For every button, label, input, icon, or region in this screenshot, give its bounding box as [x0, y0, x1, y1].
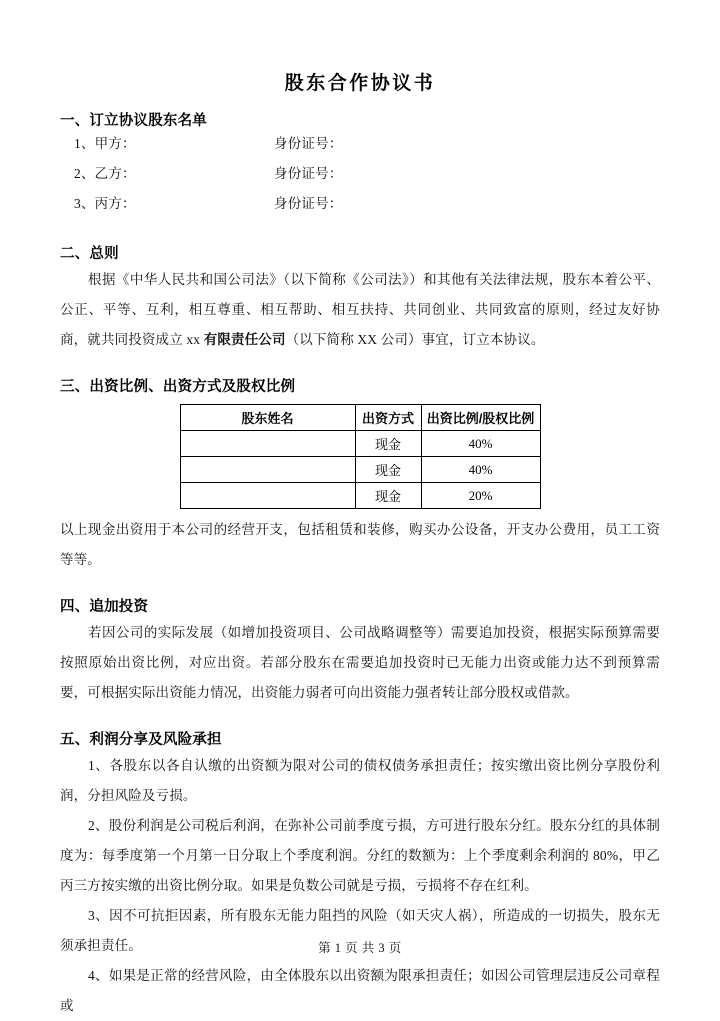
equity-table — [180, 404, 541, 509]
cell-shareholder-name — [180, 431, 355, 457]
table-row — [180, 457, 540, 483]
cell-contribution-method: 现金 — [355, 431, 421, 457]
section-5-item-2: 2、股份利润是公司税后利润，在弥补公司前季度亏损，方可进行股东分红。股东分红的具体制度为：每季度第一个月第一日分取上个季度利润。分红的数额为：上个季度剩余利润的 80%，甲乙丙三方按实缴的出资比例分取。如果是负数公司就是亏损，亏损将不存在红利。 — [60, 818, 660, 893]
section-heading-1: 一、订立协议股东名单 — [60, 113, 207, 129]
section-heading-4: 四、追加投资 — [60, 599, 149, 615]
party-id-label: 身份证号： — [274, 136, 343, 151]
party-label: 1、甲方： — [74, 136, 136, 151]
cell-contribution-ratio: 40% — [421, 457, 540, 483]
table-header-shareholder-name: 股东姓名 — [180, 405, 355, 431]
section-3-note: 以上现金出资用于本公司的经营开支，包括租赁和装修，购买办公设备，开支办公费用，员工工资等等。 — [60, 522, 660, 567]
cell-contribution-ratio: 20% — [421, 483, 540, 509]
party-id-label: 身份证号： — [274, 166, 343, 181]
section-heading-5: 五、利润分享及风险承担 — [60, 732, 222, 748]
section-2-paragraph-part2: （以下简称 XX 公司）事宜，订立本协议。 — [285, 332, 545, 347]
cell-contribution-method: 现金 — [355, 457, 421, 483]
table-header-row — [180, 405, 540, 431]
table-header-contribution-method: 出资方式 — [355, 405, 421, 431]
party-id-label: 身份证号： — [274, 196, 343, 211]
section-2-paragraph-bold: 有限责任公司 — [203, 332, 286, 347]
section-5-item-4: 4、如果是正常的经营风险，由全体股东以出资额为限承担责任；如因公司管理层违反公司章程或 — [60, 968, 660, 1013]
cell-contribution-method: 现金 — [355, 483, 421, 509]
page-footer: 第 1 页 共 3 页 — [318, 941, 402, 955]
section-4-paragraph: 若因公司的实际发展（如增加投资项目、公司战略调整等）需要追加投资，根据实际预算需要按照原始出资比例，对应出资。若部分股东在需要追加投资时已无能力出资或能力达不到预算需要，可根据实际出资能力情况，出资能力弱者可向出资能力强者转让部分股权或借款。 — [60, 625, 660, 700]
cell-shareholder-name — [180, 483, 355, 509]
cell-contribution-ratio: 40% — [421, 431, 540, 457]
section-heading-2: 二、总则 — [60, 246, 119, 262]
page-title: 股东合作协议书 — [284, 73, 436, 94]
table-row — [180, 483, 540, 509]
section-2-paragraph — [60, 265, 660, 355]
table-header-contribution-ratio: 出资比例/股权比例 — [421, 405, 540, 431]
party-label: 3、丙方： — [74, 196, 136, 211]
section-heading-3: 三、出资比例、出资方式及股权比例 — [60, 379, 296, 395]
party-label: 2、乙方： — [74, 166, 136, 181]
table-row — [180, 431, 540, 457]
list-item — [60, 192, 660, 222]
section-5-item-3: 3、因不可抗拒因素，所有股东无能力阻挡的风险（如天灾人祸），所造成的一切损失，股东无须承担责任。 — [60, 908, 660, 953]
cell-shareholder-name — [180, 457, 355, 483]
party-list — [60, 132, 660, 222]
section-2-paragraph-part1: 根据《中华人民共和国公司法》（以下简称《公司法》）和其他有关法律法规，股东本着公平、公正、平等、互利，相互尊重、相互帮助、相互扶持、共同创业、共同致富的原则，经过友好协商，就共同投资成立 xx — [60, 272, 660, 347]
list-item — [60, 162, 660, 192]
equity-table-container — [60, 398, 660, 515]
section-5-item-1: 1、各股东以各自认缴的出资额为限对公司的债权债务承担责任；按实缴出资比例分享股份利润，分担风险及亏损。 — [60, 758, 660, 803]
list-item — [60, 132, 660, 162]
